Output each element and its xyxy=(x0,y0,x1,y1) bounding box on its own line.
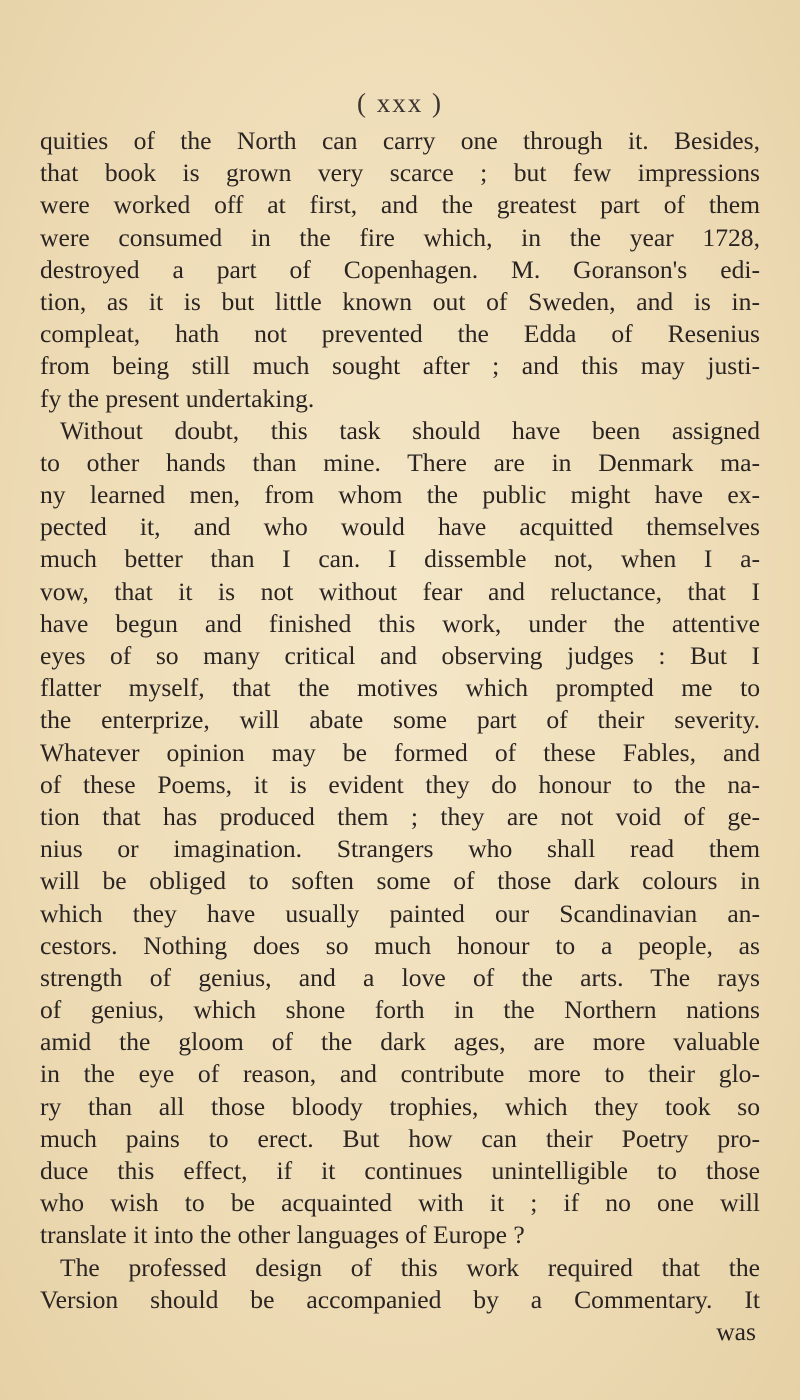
text-line: were consumed in the fire which, in the year 1728, xyxy=(40,222,760,252)
text-line: translate it into the other languages of Europe ? xyxy=(40,1220,525,1250)
text-line: Version should be accompanied by a Commentary. It xyxy=(40,1284,760,1314)
text-line: The professed design of this work required that the xyxy=(60,1252,760,1282)
text-line: pected it, and who would have acquitted themselves xyxy=(40,512,760,542)
catchword: was xyxy=(716,1316,756,1346)
text-line: flatter myself, that the motives which prompted me to xyxy=(40,673,760,703)
body-text xyxy=(40,125,760,1348)
text-line: eyes of so many critical and observing judges : But I xyxy=(40,641,760,670)
text-line: have begun and finished this work, under the attentive xyxy=(40,608,760,638)
text-line: tion that has produced them ; they are not void of ge- xyxy=(40,801,760,831)
text-line: ry than all those bloody trophies, which they took so xyxy=(40,1091,760,1121)
text-line: cestors. Nothing does so much honour to a people, as xyxy=(40,930,760,960)
text-line: fy the present undertaking. xyxy=(40,383,315,413)
text-line: much pains to erect. But how can their Poetry pro- xyxy=(40,1123,760,1153)
text-line: who wish to be acquainted with it ; if no one will xyxy=(40,1188,760,1218)
text-line: Whatever opinion may be formed of these Fables, and xyxy=(40,737,760,767)
text-line: the enterprize, will abate some part of their severity. xyxy=(40,705,760,735)
text-line: to other hands than mine. There are in Denmark ma- xyxy=(40,447,760,477)
text-line: ny learned men, from whom the public might have ex- xyxy=(40,480,760,510)
text-line: quities of the North can carry one through it. Besides, xyxy=(40,126,760,155)
page-number-header: ( xxx ) xyxy=(357,88,443,118)
text-line: in the eye of reason, and contribute more to their glo- xyxy=(40,1059,760,1089)
text-line: that book is grown very scarce ; but few impressions xyxy=(40,158,760,188)
text-line: strength of genius, and a love of the arts. The rays xyxy=(40,962,760,992)
text-line: which they have usually painted our Scandinavian an- xyxy=(40,898,760,928)
text-line: Without doubt, this task should have been assigned xyxy=(60,415,760,445)
text-line: will be obliged to soften some of those dark colours in xyxy=(40,866,760,896)
text-line: from being still much sought after ; and this may justi- xyxy=(40,351,760,381)
text-line: of genius, which shone forth in the Northern nations xyxy=(40,995,760,1025)
text-line: nius or imagination. Strangers who shall read them xyxy=(40,834,760,864)
text-line: were worked off at first, and the greatest part of them xyxy=(40,190,760,220)
text-line: duce this effect, if it continues unintelligible to those xyxy=(40,1156,760,1185)
text-line: tion, as it is but little known out of Sweden, and is in- xyxy=(40,286,760,316)
text-line: amid the gloom of the dark ages, are more valuable xyxy=(40,1027,760,1057)
text-line: vow, that it is not without fear and reluctance, that I xyxy=(40,576,760,606)
text-line: much better than I can. I dissemble not, when I a- xyxy=(40,544,760,574)
text-line: of these Poems, it is evident they do honour to the na- xyxy=(40,769,760,799)
text-line: destroyed a part of Copenhagen. M. Goranson's edi- xyxy=(40,254,760,284)
text-line: compleat, hath not prevented the Edda of Resenius xyxy=(40,319,760,349)
